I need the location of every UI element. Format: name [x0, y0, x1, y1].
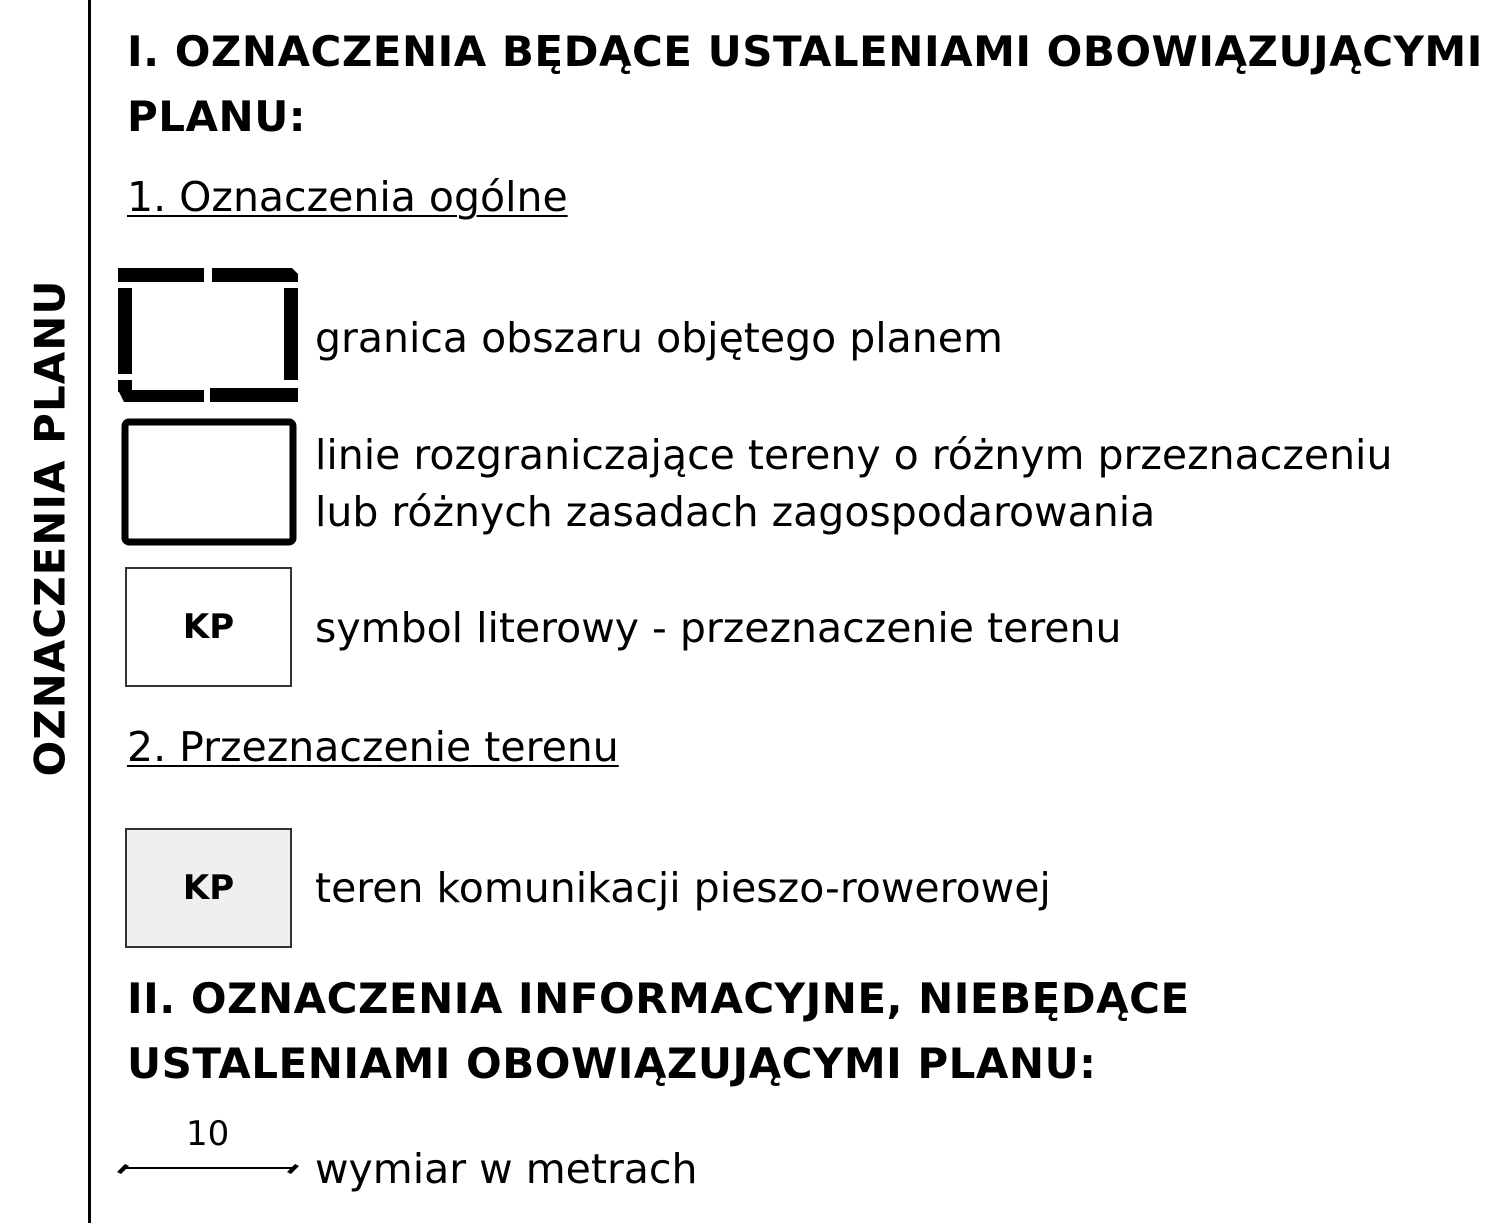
dashed-thick-boundary-icon: [116, 266, 302, 406]
pedestrian-cycle-area-label: teren komunikacji pieszo-rowerowej: [315, 864, 1051, 912]
side-title: OZNACZENIA PLANU: [25, 279, 75, 777]
letter-symbol-label: symbol literowy - przeznaczenie terenu: [315, 604, 1122, 652]
section2-heading-line1: II. OZNACZENIA INFORMACYJNE, NIEBĘDĄCE: [127, 974, 1190, 1023]
section2-heading-line2: USTALENIAMI OBOWIĄZUJĄCYMI PLANU:: [127, 1039, 1097, 1088]
section1-heading-line2: PLANU:: [127, 92, 307, 141]
pedestrian-cycle-area-box: KP: [125, 828, 292, 948]
dimension-value: 10: [186, 1114, 230, 1154]
vertical-divider: [88, 0, 91, 1223]
section1-heading-line1: I. OZNACZENIA BĘDĄCE USTALENIAMI OBOWIĄZUJĄCYMI: [127, 27, 1483, 76]
plan-boundary-label: granica obszaru objętego planem: [315, 314, 1003, 362]
demarcation-lines-label-line2: lub różnych zasadach zagospodarowania: [315, 488, 1156, 536]
letter-symbol-box: KP: [125, 567, 292, 687]
demarcation-lines-label-line1: linie rozgraniczające tereny o różnym przeznaczeniu: [315, 431, 1393, 479]
general-subheading: 1. Oznaczenia ogólne: [127, 173, 568, 221]
dimension-line-icon: [114, 1156, 304, 1182]
dimension-label: wymiar w metrach: [315, 1145, 698, 1193]
land-use-subheading: 2. Przeznaczenie terenu: [127, 723, 619, 771]
solid-boundary-icon: [121, 418, 297, 548]
